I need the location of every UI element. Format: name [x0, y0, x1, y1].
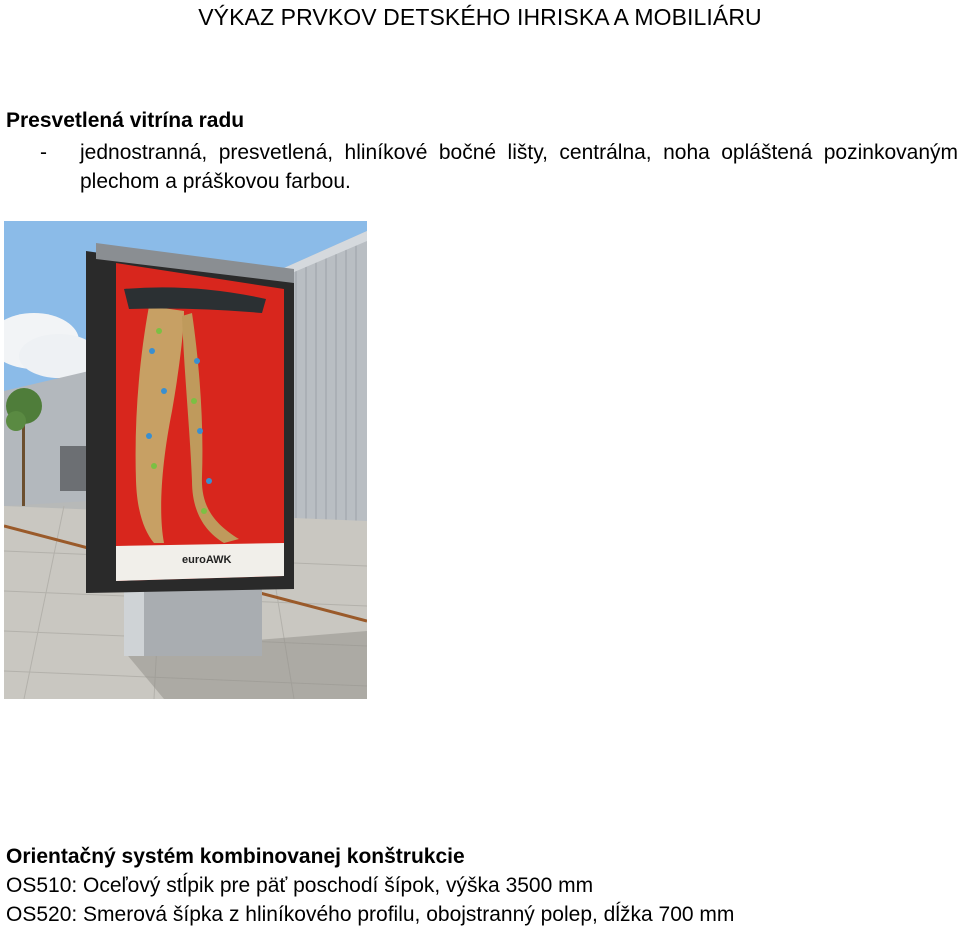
bullet-dash: - — [40, 141, 47, 164]
page-title: VÝKAZ PRVKOV DETSKÉHO IHRISKA A MOBILIÁRU — [198, 4, 762, 30]
section-heading-vitrina: Presvetlená vitrína radu — [6, 109, 245, 132]
poster-logo: euroAWK — [182, 554, 232, 566]
section-heading-orientacny: Orientačný systém kombinovanej konštrukcie — [6, 845, 465, 868]
vitrine-pedestal — [124, 581, 262, 656]
bullet-text: jednostranná, presvetlená, hliníkové bočné lišty, centrálna, noha opláštená pozinkovaným plechom a práškovou farbou. — [80, 141, 958, 193]
bullet-item — [40, 138, 958, 196]
item-line-os520: OS520: Smerová šípka z hliníkového profilu, obojstranný polep, dĺžka 700 mm — [6, 903, 735, 926]
vitrine-photo — [4, 221, 367, 699]
item-line-os510: OS510: Oceľový stĺpik pre päť poschodí šípok, výška 3500 mm — [6, 874, 594, 897]
